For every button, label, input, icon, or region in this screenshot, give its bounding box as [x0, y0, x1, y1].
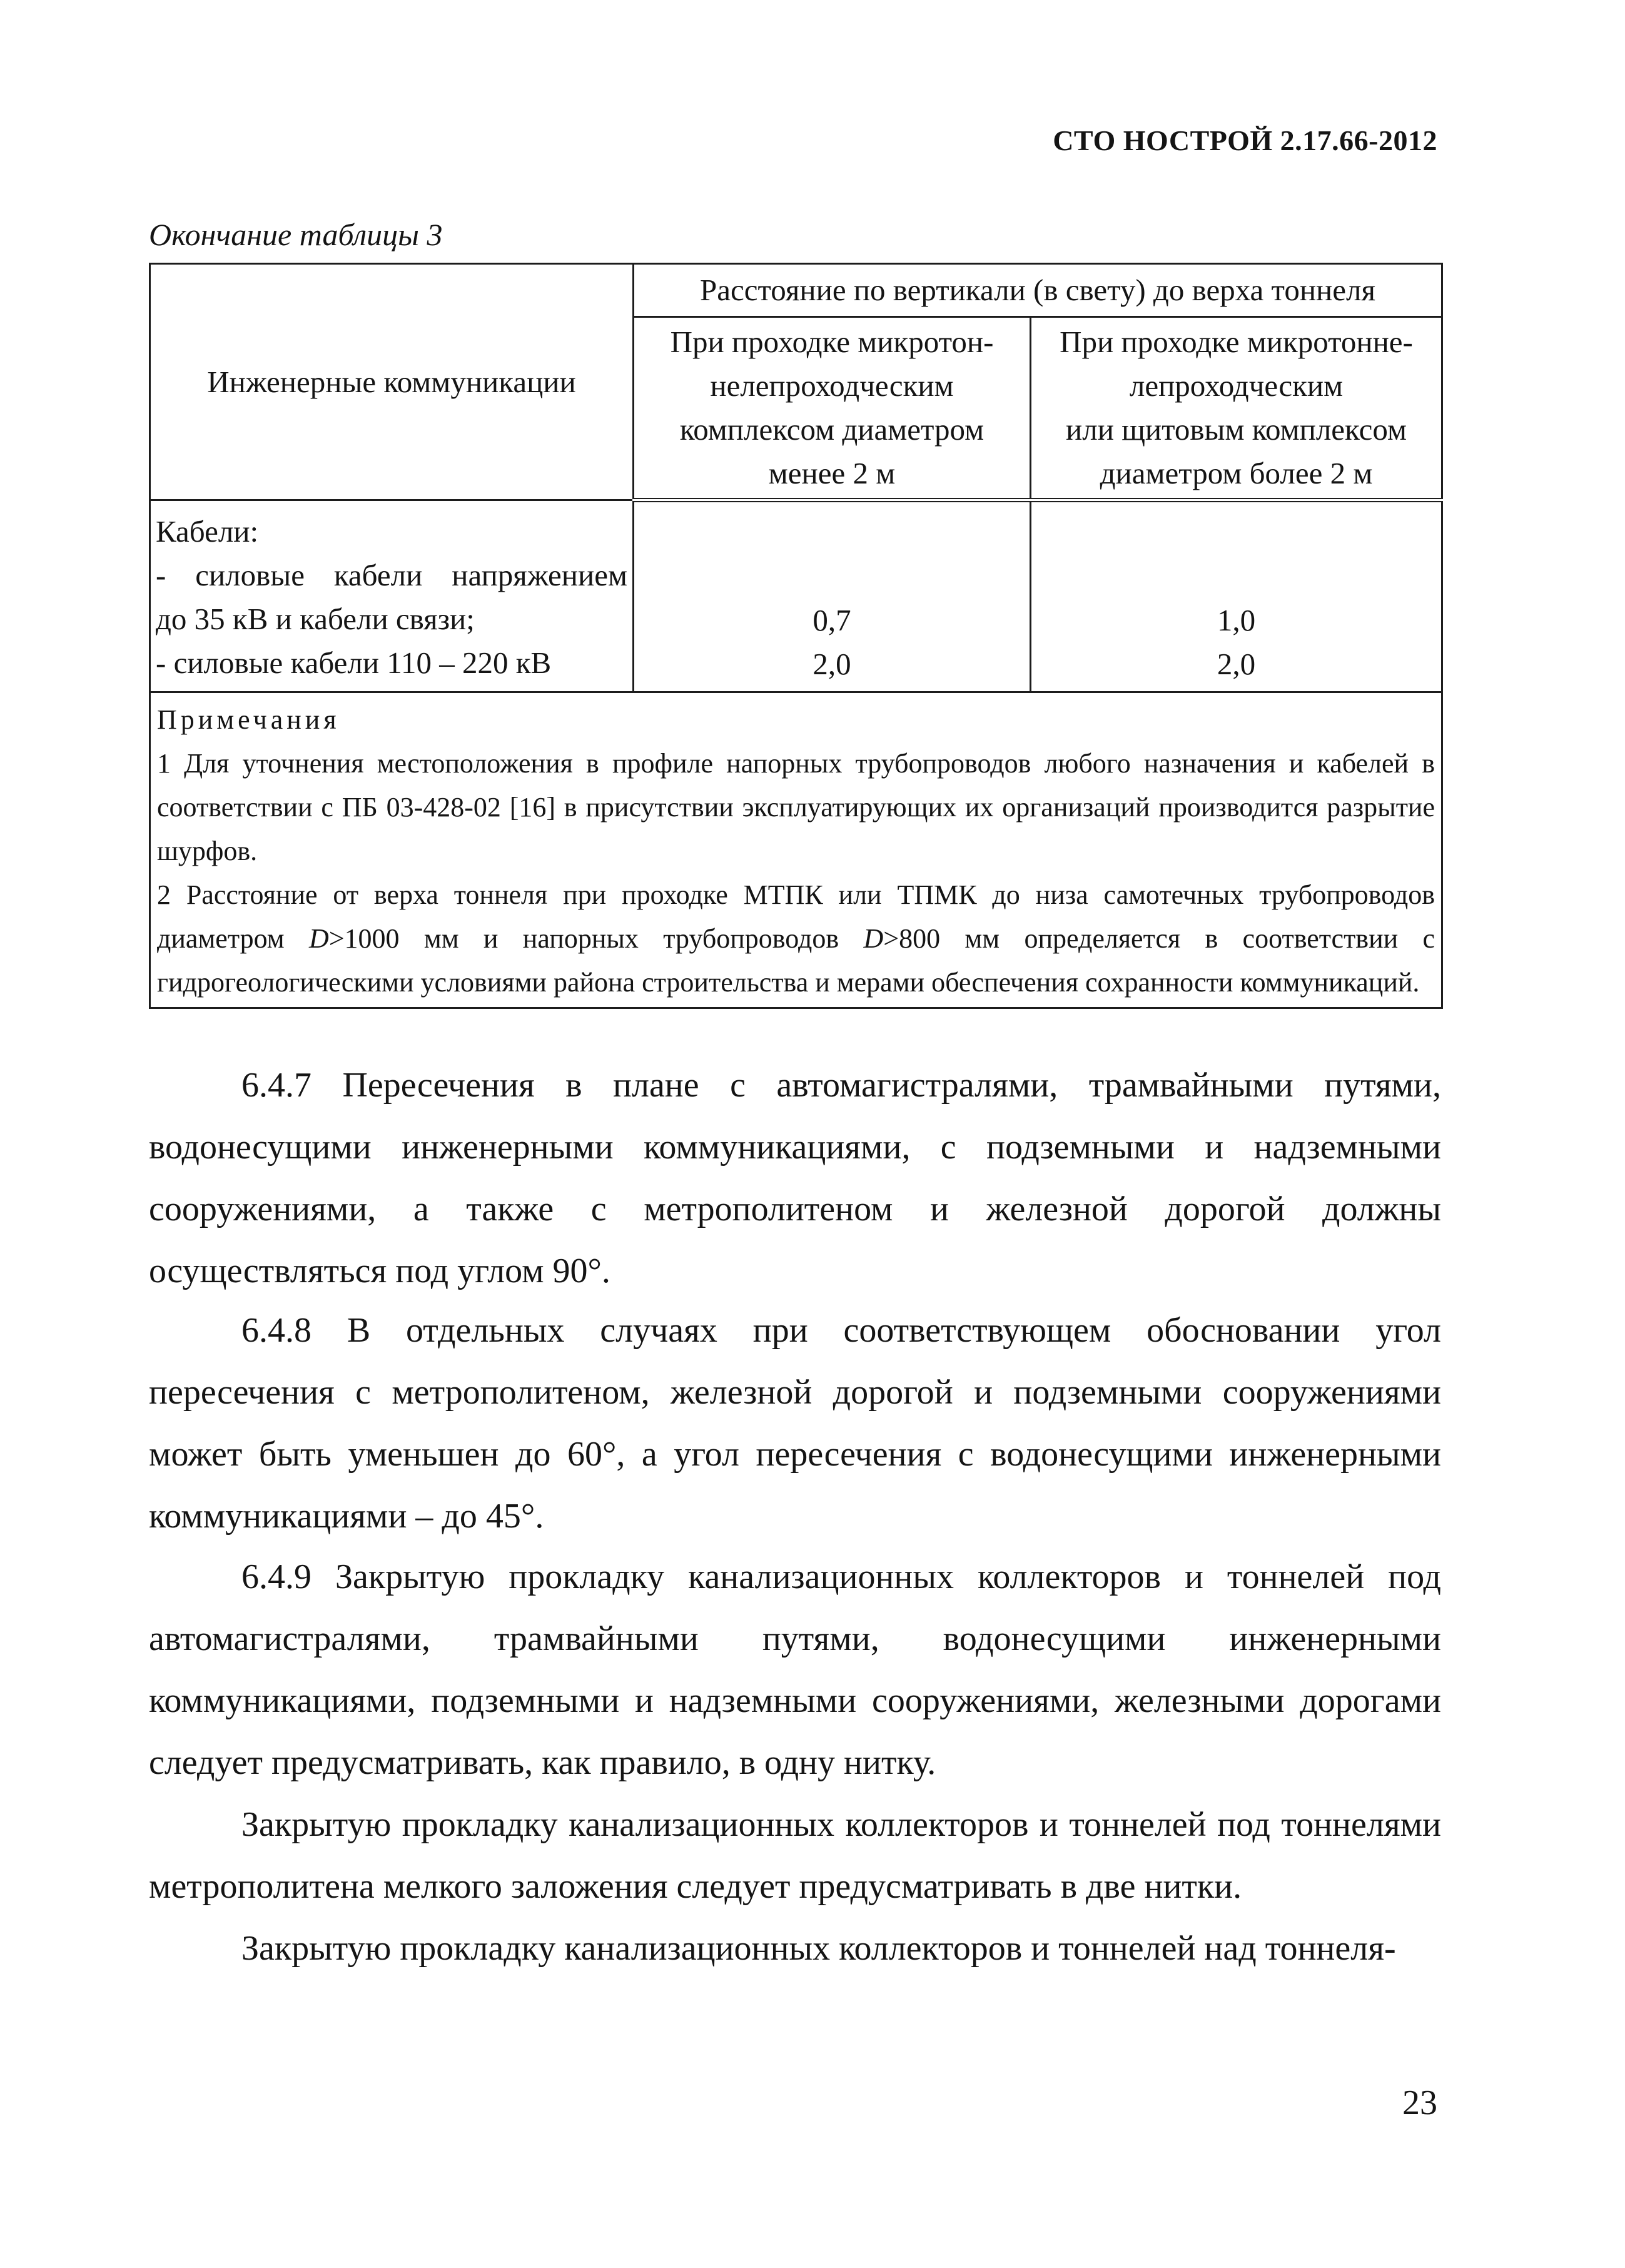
cables-cell — [150, 500, 634, 692]
paragraph-6-4-7: 6.4.7 Пересечения в плане с автомагистралями, трамвайными путями, водонесущими инженерными коммуникациями, с подземными и надземными сооружениями, а также с метрополитеном и железной дорогой должны осуществляться под углом 90°. — [149, 1066, 1441, 1290]
column-header-small-diameter: При проходке микротон- нелепроходческим комплексом диаметром менее 2 м — [634, 317, 1031, 500]
table-caption: Окончание таблицы 3 — [149, 217, 443, 252]
cables-line-3: - силовые кабели 110 – 220 кВ — [156, 645, 552, 680]
paragraph-6-4-8: 6.4.8 В отдельных случаях при соответствующем обосновании угол пересечения с метрополитеном, железной дорогой и подземными сооружениями может быть уменьшен до 60°, а угол пересечения с водонесущими инженерными коммуникациями – до 45°. — [149, 1311, 1441, 1536]
paragraph-6-4-9: 6.4.9 Закрытую прокладку канализационных коллекторов и тоннелей под автомагистралями, трамвайными путями, водонесущими инженерными коммуникациями, подземными и надземными сооружениями, железными дорогами следует предусматривать, как правило, в одну нитку. — [149, 1557, 1441, 1782]
values-large-diameter — [1031, 500, 1442, 692]
value-35kv-large: 1,0 — [1217, 603, 1256, 637]
value-220kv-small: 2,0 — [812, 647, 851, 681]
paragraph-over-tunnels: Закрытую прокладку канализационных коллекторов и тоннелей над тоннеля- — [241, 1929, 1396, 1968]
column-header-communications: Инженерные коммуникации — [150, 264, 634, 500]
cables-line-1: - силовые кабели напряжением — [156, 558, 627, 592]
notes-title: Примечания — [157, 704, 340, 735]
values-small-diameter — [634, 500, 1031, 692]
document-code: СТО НОСТРОЙ 2.17.66-2012 — [1053, 124, 1437, 156]
table-row-cables — [150, 500, 1442, 692]
cables-line-2: до 35 кВ и кабели связи; — [156, 602, 475, 636]
value-220kv-large: 2,0 — [1217, 647, 1256, 681]
page-number: 23 — [1402, 2083, 1437, 2122]
note-2: 2 Расстояние от верха тоннеля при проходке МТПК или ТПМК до низа самотечных трубопроводов диаметром D>1000 мм и напорных трубопроводов D>800 мм определяется в соответствии с гидрогеологическими условиями района строительства и мерами обеспечения сохранности коммуникаций. — [157, 879, 1435, 998]
paragraph-two-lines: Закрытую прокладку канализационных коллекторов и тоннелей под тоннелями метрополитена мелкого заложения следует предусматривать в две нитки. — [149, 1805, 1441, 1906]
table-notes — [150, 692, 1442, 1008]
column-header-large-diameter: При проходке микротонне- лепроходческим или щитовым комплексом диаметром более 2 м — [1031, 317, 1442, 500]
column-group-header: Расстояние по вертикали (в свету) до верха тоннеля — [634, 264, 1442, 317]
note-1: 1 Для уточнения местоположения в профиле напорных трубопроводов любого назначения и кабелей в соответствии с ПБ 03-428-02 [16] в присутствии эксплуатирующих их организаций производится разрытие шурфов. — [157, 748, 1435, 866]
table-3 — [149, 263, 1443, 1009]
cables-label: Кабели: — [156, 514, 259, 549]
value-35kv-small: 0,7 — [812, 603, 851, 637]
